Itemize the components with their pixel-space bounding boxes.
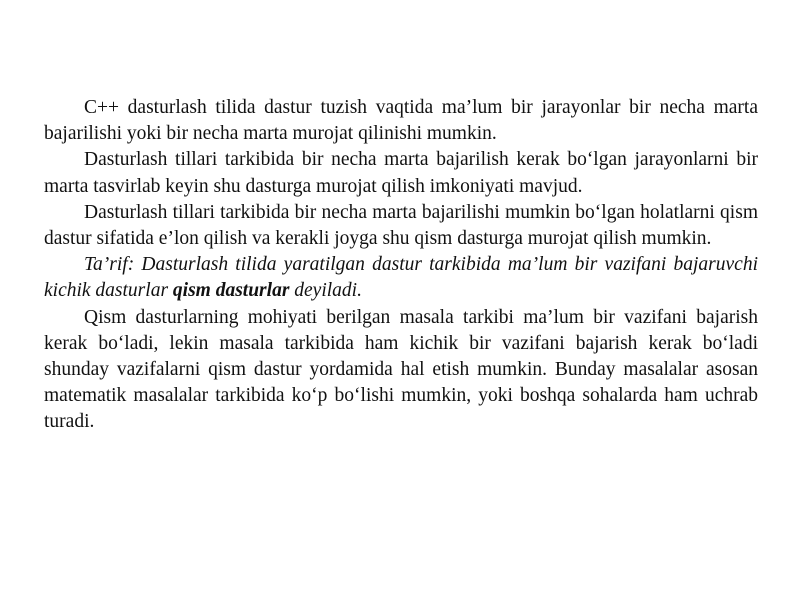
document-body [44, 95, 758, 436]
definition-text-after: deyiladi. [289, 280, 362, 302]
definition-paragraph [44, 252, 758, 304]
paragraph-essence: Qism dasturlarning mohiyati berilgan masala tarkibi ma’lum bir vazifani bajarish kerak bo‘ladi, lekin masala tarkibida ham kichik bir vazifani bajarish kerak bo‘ladi shunday vazifalarni qism dastur yordamida hal etish mumkin. Bunday masalalar asosan matematik masalalar tarkibida ko‘p bo‘lishi mumkin, yoki boshqa sohalarda ham uchrab turadi. [44, 306, 758, 433]
definition-text-before: Ta’rif: Dasturlash tilida yaratilgan dastur tarkibida ma’lum bir vazifani bajaruvchi kichik dasturlar [44, 254, 758, 302]
paragraph-intro: C++ dasturlash tilida dastur tuzish vaqtida ma’lum bir jarayonlar bir necha marta bajarilishi yoki bir necha marta murojat qilinishi mumkin. [44, 97, 758, 145]
definition-term: qism dasturlar [172, 280, 290, 302]
paragraph-repetition: Dasturlash tillari tarkibida bir necha marta bajarilish kerak bo‘lgan jarayonlarni bir marta tasvirlab keyin shu dasturga murojat qilish imkoniyati mavjud. [44, 149, 758, 197]
paragraph-subprogram-declaration: Dasturlash tillari tarkibida bir necha marta bajarilishi mumkin bo‘lgan holatlarni qism dastur sifatida e’lon qilish va kerakli joyga shu qism dasturga murojat qilish mumkin. [44, 201, 758, 250]
